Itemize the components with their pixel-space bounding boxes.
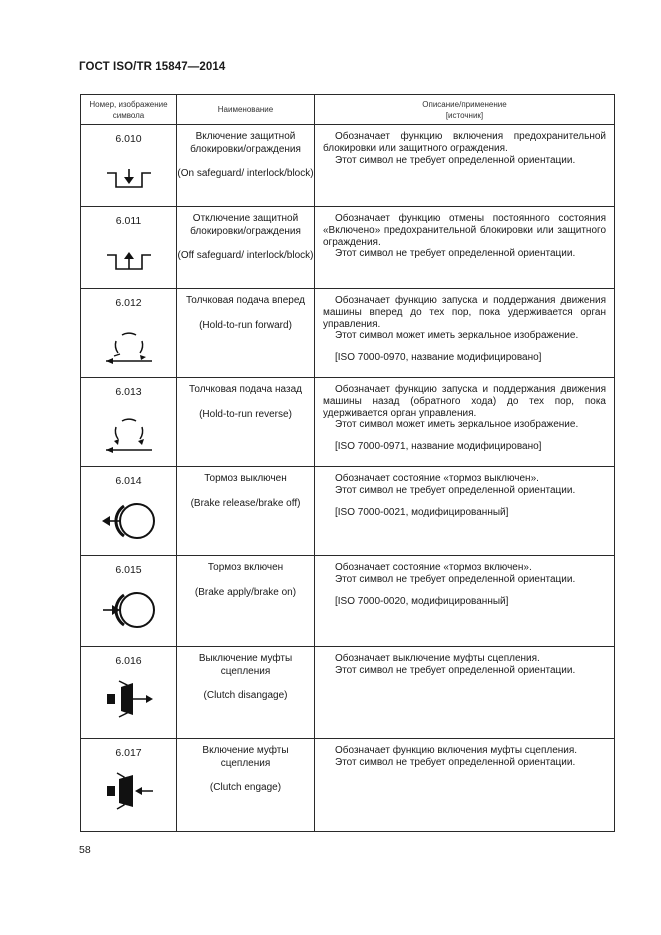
symbol-code: 6.017 — [115, 747, 142, 759]
symbol-code: 6.012 — [115, 297, 142, 309]
hold-to-run-forward-icon — [104, 327, 154, 367]
table-row — [81, 739, 615, 832]
name-cell: Включение муфты сцепления (Clutch engage) — [177, 739, 315, 832]
table-header-row — [81, 95, 615, 125]
symbol-cell — [81, 207, 177, 289]
symbol-cell — [81, 125, 177, 207]
table-row — [81, 207, 615, 289]
symbol-code: 6.015 — [115, 564, 142, 576]
symbol-cell — [81, 467, 177, 556]
header-description: Описание/применение [источник] — [315, 95, 615, 125]
symbol-code: 6.013 — [115, 386, 142, 398]
symbol-code: 6.010 — [115, 133, 142, 145]
name-cell: Тормоз включен (Brake apply/brake on) — [177, 556, 315, 647]
table-row — [81, 125, 615, 207]
clutch-disengage-icon — [101, 677, 157, 721]
hold-to-run-reverse-icon — [104, 414, 154, 458]
table-row — [81, 289, 615, 378]
name-cell: Выключение муфты сцепления (Clutch disangage) — [177, 647, 315, 739]
name-cell: Тормоз выключен (Brake release/brake off) — [177, 467, 315, 556]
name-cell: Толчковая подача назад (Hold-to-run reverse) — [177, 378, 315, 467]
header-name: Наименование — [177, 95, 315, 125]
safeguard-on-icon — [104, 167, 154, 193]
page-number: 58 — [79, 844, 91, 856]
symbol-cell — [81, 289, 177, 378]
symbol-cell — [81, 556, 177, 647]
document-header: ГОСТ ISO/TR 15847—2014 — [79, 61, 226, 73]
description-cell: Обозначает выключение муфты сцепления. Этот символ не требует определенной ориентации. — [315, 647, 615, 739]
description-cell: Обозначает функцию запуска и поддержания движения машины назад (обратного хода) до тех пор, пока удерживается орган управления. Этот символ может иметь зеркальное изображение. [ISO 7000-0971, название модифицировано] — [315, 378, 615, 467]
name-cell: Толчковая подача вперед (Hold-to-run forward) — [177, 289, 315, 378]
name-cell: Отключение защитной блокировки/ограждения (Off safeguard/ interlock/block) — [177, 207, 315, 289]
symbols-table — [80, 94, 615, 832]
description-cell: Обозначает функцию отмены постоянного состояния «Включено» предохранительной блокировки или защитного ограждения. Этот символ не требует определенной ориентации. — [315, 207, 615, 289]
table-row — [81, 647, 615, 739]
description-cell: Обозначает состояние «тормоз включен». Этот символ не требует определенной ориентации. [ISO 7000-0020, модифицированный] — [315, 556, 615, 647]
description-cell: Обозначает состояние «тормоз выключен». Этот символ не требует определенной ориентации. [ISO 7000-0021, модифицированный] — [315, 467, 615, 556]
header-number: Номер, изображение символа — [81, 95, 177, 125]
table-row — [81, 378, 615, 467]
symbol-cell — [81, 739, 177, 832]
symbol-code: 6.014 — [115, 475, 142, 487]
symbol-code: 6.016 — [115, 655, 142, 667]
clutch-engage-icon — [101, 769, 157, 813]
description-cell: Обозначает функцию включения муфты сцепления. Этот символ не требует определенной ориентации. — [315, 739, 615, 832]
name-cell: Включение защитной блокировки/ограждения (On safeguard/ interlock/block) — [177, 125, 315, 207]
table-row — [81, 556, 615, 647]
description-cell: Обозначает функцию запуска и поддержания движения машины вперед до тех пор, пока удерживается орган управления. Этот символ может иметь зеркальное изображение. [ISO 7000-0970, название модифицировано] — [315, 289, 615, 378]
brake-apply-icon — [99, 588, 159, 632]
description-cell: Обозначает функцию включения предохранительной блокировки или защитного ограждения. Этот символ не требует определенной ориентации. — [315, 125, 615, 207]
brake-release-icon — [99, 499, 159, 543]
table-row — [81, 467, 615, 556]
safeguard-off-icon — [104, 249, 154, 275]
symbol-cell — [81, 378, 177, 467]
symbol-code: 6.011 — [115, 215, 142, 227]
symbol-cell — [81, 647, 177, 739]
